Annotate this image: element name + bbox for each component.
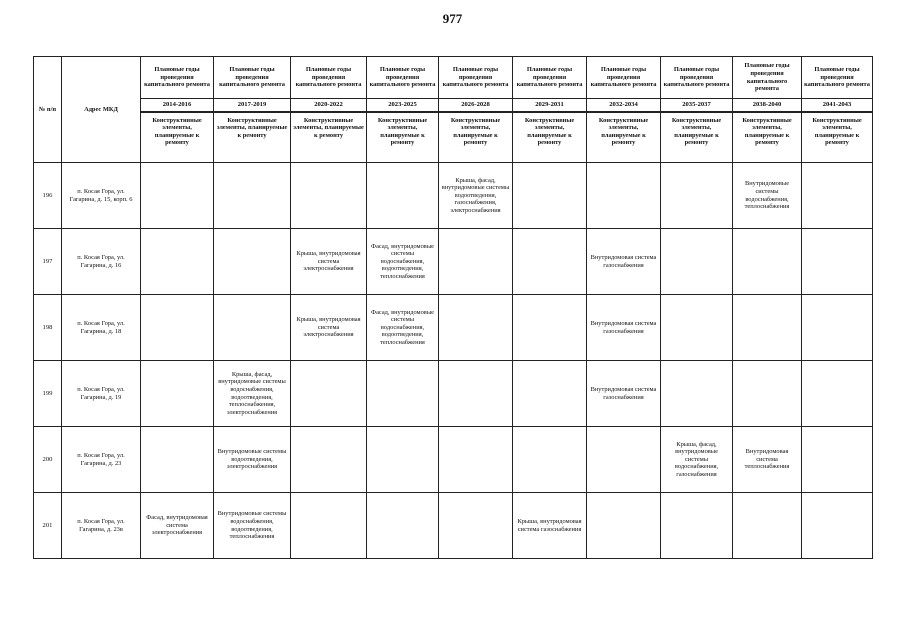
- repair-cell: [513, 295, 587, 361]
- row-address: п. Косая Гора, ул. Гагарина, д. 23: [62, 427, 141, 493]
- elements-header: Конструктивные элементы, планируемые к ремонту: [291, 112, 367, 163]
- repair-cell: Внутридомовая система теплоснабжения: [733, 427, 802, 493]
- table-row: [34, 427, 873, 493]
- repair-cell: Фасад, внутридомовые системы водоснабжения, водоотведения, теплоснабжения: [367, 229, 439, 295]
- row-address: п. Косая Гора, ул. Гагарина, д. 15, корп. 6: [62, 163, 141, 229]
- repair-cell: Внутридомовые системы водоотведения, электроснабжения: [214, 427, 291, 493]
- repair-cell: [802, 361, 873, 427]
- period-header: Плановые годы проведения капитального ремонта: [802, 57, 873, 99]
- page-number: 977: [442, 11, 463, 26]
- repair-cell: [661, 361, 733, 427]
- repair-cell: [141, 361, 214, 427]
- elements-header: Конструктивные элементы, планируемые к ремонту: [587, 112, 661, 163]
- repair-cell: Внутридомовая система газоснабжения: [587, 295, 661, 361]
- years-cell: 2041-2043: [802, 99, 873, 112]
- row-number: 197: [34, 229, 62, 295]
- table-row: [34, 493, 873, 559]
- period-header: Плановые годы проведения капитального ремонта: [214, 57, 291, 99]
- repair-cell: [291, 493, 367, 559]
- repair-cell: [141, 295, 214, 361]
- years-row: [34, 99, 873, 112]
- repair-cell: Фасад, внутридомовые системы водоснабжения, водоотведения, теплоснабжения: [367, 295, 439, 361]
- repair-cell: [214, 229, 291, 295]
- period-header: Плановые годы проведения капитального ремонта: [733, 57, 802, 99]
- repair-cell: [733, 493, 802, 559]
- repair-cell: [587, 427, 661, 493]
- repair-cell: [439, 427, 513, 493]
- elements-header: Конструктивные элементы, планируемые к ремонту: [733, 112, 802, 163]
- years-cell: 2023-2025: [367, 99, 439, 112]
- repair-cell: [513, 163, 587, 229]
- repair-cell: [733, 295, 802, 361]
- years-cell: 2014-2016: [141, 99, 214, 112]
- repair-cell: [439, 493, 513, 559]
- repair-cell: Внутридомовые системы водоснабжения, теплоснабжения: [733, 163, 802, 229]
- repair-cell: Крыша, фасад, внутридомовые системы водоснабжения, водоотведения, теплоснабжения, электроснабжения: [214, 361, 291, 427]
- repair-cell: [141, 229, 214, 295]
- repair-cell: [661, 163, 733, 229]
- elements-header: Конструктивные элементы, планируемые к ремонту: [439, 112, 513, 163]
- capital-repair-plan-table: [33, 56, 873, 559]
- years-cell: 2038-2040: [733, 99, 802, 112]
- repair-cell: Крыша, внутридомовая система газоснабжения: [513, 493, 587, 559]
- elements-header: Конструктивные элементы, планируемые к ремонту: [802, 112, 873, 163]
- repair-cell: [661, 229, 733, 295]
- row-address: п. Косая Гора, ул. Гагарина, д. 18: [62, 295, 141, 361]
- years-cell: 2026-2028: [439, 99, 513, 112]
- row-number: 200: [34, 427, 62, 493]
- repair-cell: Крыша, внутридомовая система электроснабжения: [291, 295, 367, 361]
- repair-cell: [802, 229, 873, 295]
- table-row: [34, 229, 873, 295]
- period-header: Плановые годы проведения капитального ремонта: [587, 57, 661, 99]
- row-address: п. Косая Гора, ул. Гагарина, д. 19: [62, 361, 141, 427]
- elements-header: Конструктивные элементы, планируемые к ремонту: [661, 112, 733, 163]
- header-num: № п/п: [34, 57, 62, 163]
- table-row: [34, 361, 873, 427]
- header-address: Адрес МКД: [62, 57, 141, 163]
- row-address: п. Косая Гора, ул. Гагарина, д. 16: [62, 229, 141, 295]
- repair-cell: [661, 295, 733, 361]
- row-number: 201: [34, 493, 62, 559]
- years-cell: 2029-2031: [513, 99, 587, 112]
- repair-cell: Фасад, внутридомовая система электроснабжения: [141, 493, 214, 559]
- repair-cell: [802, 493, 873, 559]
- table-row: [34, 295, 873, 361]
- repair-cell: [367, 493, 439, 559]
- period-header: Плановые годы проведения капитального ремонта: [513, 57, 587, 99]
- repair-cell: [513, 427, 587, 493]
- repair-cell: [291, 163, 367, 229]
- repair-cell: Внутридомовая система газоснабжения: [587, 229, 661, 295]
- elements-header: Конструктивные элементы, планируемые к ремонту: [214, 112, 291, 163]
- repair-cell: [214, 295, 291, 361]
- repair-cell: [513, 361, 587, 427]
- row-number: 198: [34, 295, 62, 361]
- elements-header: Конструктивные элементы, планируемые к ремонту: [367, 112, 439, 163]
- repair-cell: [733, 229, 802, 295]
- repair-cell: Крыша, фасад, внутридомовые системы водоснабжения, газоснабжения: [661, 427, 733, 493]
- period-header: Плановые годы проведения капитального ремонта: [367, 57, 439, 99]
- row-number: 199: [34, 361, 62, 427]
- repair-cell: [141, 427, 214, 493]
- period-header: Плановые годы проведения капитального ремонта: [141, 57, 214, 99]
- repair-cell: [439, 361, 513, 427]
- period-header: Плановые годы проведения капитального ремонта: [291, 57, 367, 99]
- repair-cell: [513, 229, 587, 295]
- elements-header: Конструктивные элементы, планируемые к ремонту: [513, 112, 587, 163]
- repair-cell: [587, 163, 661, 229]
- years-cell: 2017-2019: [214, 99, 291, 112]
- repair-cell: [291, 427, 367, 493]
- elements-header: Конструктивные элементы, планируемые к ремонту: [141, 112, 214, 163]
- period-header: Плановые годы проведения капитального ремонта: [661, 57, 733, 99]
- repair-cell: [802, 427, 873, 493]
- repair-cell: [141, 163, 214, 229]
- repair-cell: [661, 493, 733, 559]
- period-header-row: [34, 57, 873, 99]
- repair-cell: [367, 361, 439, 427]
- elements-header-row: [34, 112, 873, 163]
- repair-cell: [291, 361, 367, 427]
- repair-cell: Внутридомовая система газоснабжения: [587, 361, 661, 427]
- repair-cell: [367, 163, 439, 229]
- repair-cell: Внутридомовые системы водоснабжения, водоотведения, теплоснабжения: [214, 493, 291, 559]
- repair-cell: [587, 493, 661, 559]
- repair-cell: [802, 163, 873, 229]
- years-cell: 2032-2034: [587, 99, 661, 112]
- repair-cell: [733, 361, 802, 427]
- period-header: Плановые годы проведения капитального ремонта: [439, 57, 513, 99]
- repair-cell: Крыша, внутридомовая система электроснабжения: [291, 229, 367, 295]
- table-row: [34, 163, 873, 229]
- years-cell: 2035-2037: [661, 99, 733, 112]
- repair-cell: [439, 295, 513, 361]
- row-number: 196: [34, 163, 62, 229]
- repair-cell: Крыша, фасад, внутридомовые системы водоотведения, газоснабжения, электроснабжения: [439, 163, 513, 229]
- row-address: п. Косая Гора, ул. Гагарина, д. 23в: [62, 493, 141, 559]
- repair-cell: [367, 427, 439, 493]
- repair-cell: [439, 229, 513, 295]
- repair-cell: [802, 295, 873, 361]
- repair-cell: [214, 163, 291, 229]
- years-cell: 2020-2022: [291, 99, 367, 112]
